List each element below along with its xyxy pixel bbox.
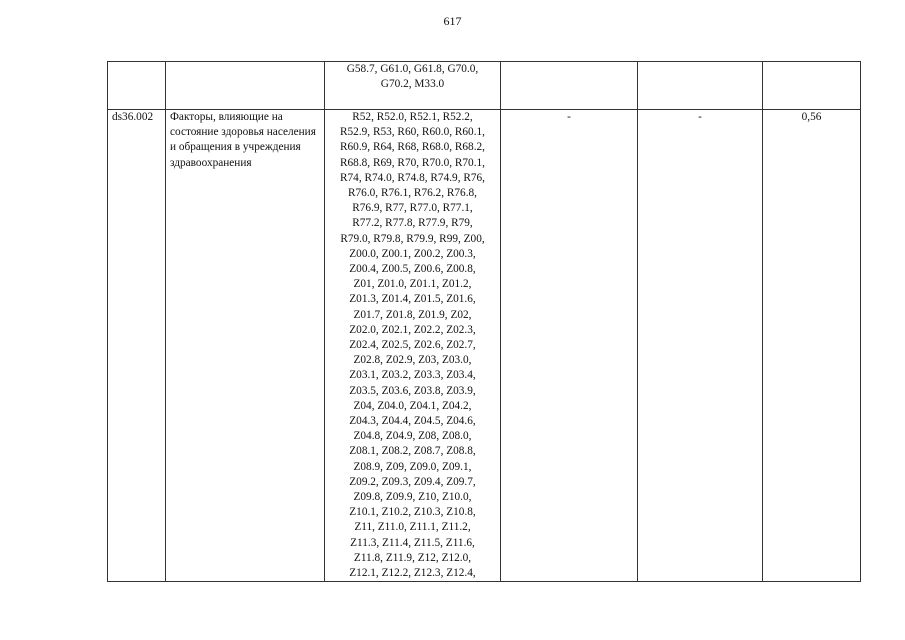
code-table [107,61,861,582]
icd-code-line: Z02.0, Z02.1, Z02.2, Z02.3, [349,323,476,336]
icd-code-line: G70.2, M33.0 [380,78,445,91]
icd-code-line: R76.9, R77, R77.0, R77.1, [352,202,473,215]
page-number: 617 [443,14,462,28]
row-name-cell [166,62,325,110]
icd-code-line: R52.9, R53, R60, R60.0, R60.1, [340,126,485,139]
icd-code-line: R74, R74.0, R74.8, R74.9, R76, [340,171,485,184]
row-code-cell [108,62,166,110]
table-row [108,110,861,582]
row-coefficient-cell [763,62,861,110]
row-icd-codes-cell [325,62,501,110]
icd-code-line: Z09.2, Z09.3, Z09.4, Z09.7, [349,475,476,488]
icd-code-line: Z01, Z01.0, Z01.1, Z01.2, [353,278,472,291]
row-name-text: Факторы, влияющие на состояние здоровья населения и обращения в учреждения здравоохранения [170,111,316,169]
icd-code-line: Z10.1, Z10.2, Z10.3, Z10.8, [349,506,476,519]
icd-code-line: Z09.8, Z09.9, Z10, Z10.0, [353,491,472,504]
row-col-a-cell [501,62,638,110]
row-code-cell: ds36.002 [108,110,166,582]
icd-code-line: Z02.4, Z02.5, Z02.6, Z02.7, [349,339,476,352]
icd-code-line: Z08.9, Z09, Z09.0, Z09.1, [353,460,472,473]
row-col-b-cell: - [638,110,763,582]
icd-code-line: Z11, Z11.0, Z11.1, Z11.2, [354,521,471,534]
icd-code-line: R60.9, R64, R68, R68.0, R68.2, [340,141,485,154]
row-icd-codes-cell [325,110,501,582]
icd-code-line: Z04, Z04.0, Z04.1, Z04.2, [353,399,472,412]
icd-code-line: Z01.7, Z01.8, Z01.9, Z02, [353,308,472,321]
icd-code-line: Z08.1, Z08.2, Z08.7, Z08.8, [349,445,476,458]
icd-code-line: R52, R52.0, R52.1, R52.2, [352,111,473,123]
icd-code-line: Z04.3, Z04.4, Z04.5, Z04.6, [349,415,476,428]
icd-code-line: G58.7, G61.0, G61.8, G70.0, [346,63,479,75]
icd-code-line: Z01.3, Z01.4, Z01.5, Z01.6, [349,293,476,306]
row-col-a-cell: - [501,110,638,582]
icd-code-line: Z04.8, Z04.9, Z08, Z08.0, [353,430,472,443]
icd-code-line: R68.8, R69, R70, R70.0, R70.1, [340,156,485,169]
row-name-cell [166,110,325,582]
icd-code-line: Z02.8, Z02.9, Z03, Z03.0, [353,354,472,367]
icd-code-line: Z00.0, Z00.1, Z00.2, Z00.3, [349,247,476,260]
icd-code-line: R79.0, R79.8, R79.9, R99, Z00, [340,232,485,245]
icd-code-line: Z12.1, Z12.2, Z12.3, Z12.4, [349,567,476,580]
icd-code-line: Z03.5, Z03.6, Z03.8, Z03.9, [349,384,476,397]
icd-code-line: Z03.1, Z03.2, Z03.3, Z03.4, [349,369,476,382]
icd-code-line: R76.0, R76.1, R76.2, R76.8, [348,187,477,200]
icd-code-line: Z11.8, Z11.9, Z12, Z12.0, [353,551,472,564]
icd-code-line: Z11.3, Z11.4, Z11.5, Z11.6, [350,536,475,549]
table-row [108,62,861,110]
row-col-b-cell [638,62,763,110]
icd-code-line: Z00.4, Z00.5, Z00.6, Z00.8, [349,263,476,276]
icd-code-line: R77.2, R77.8, R77.9, R79, [352,217,473,230]
row-coefficient-cell: 0,56 [763,110,861,582]
